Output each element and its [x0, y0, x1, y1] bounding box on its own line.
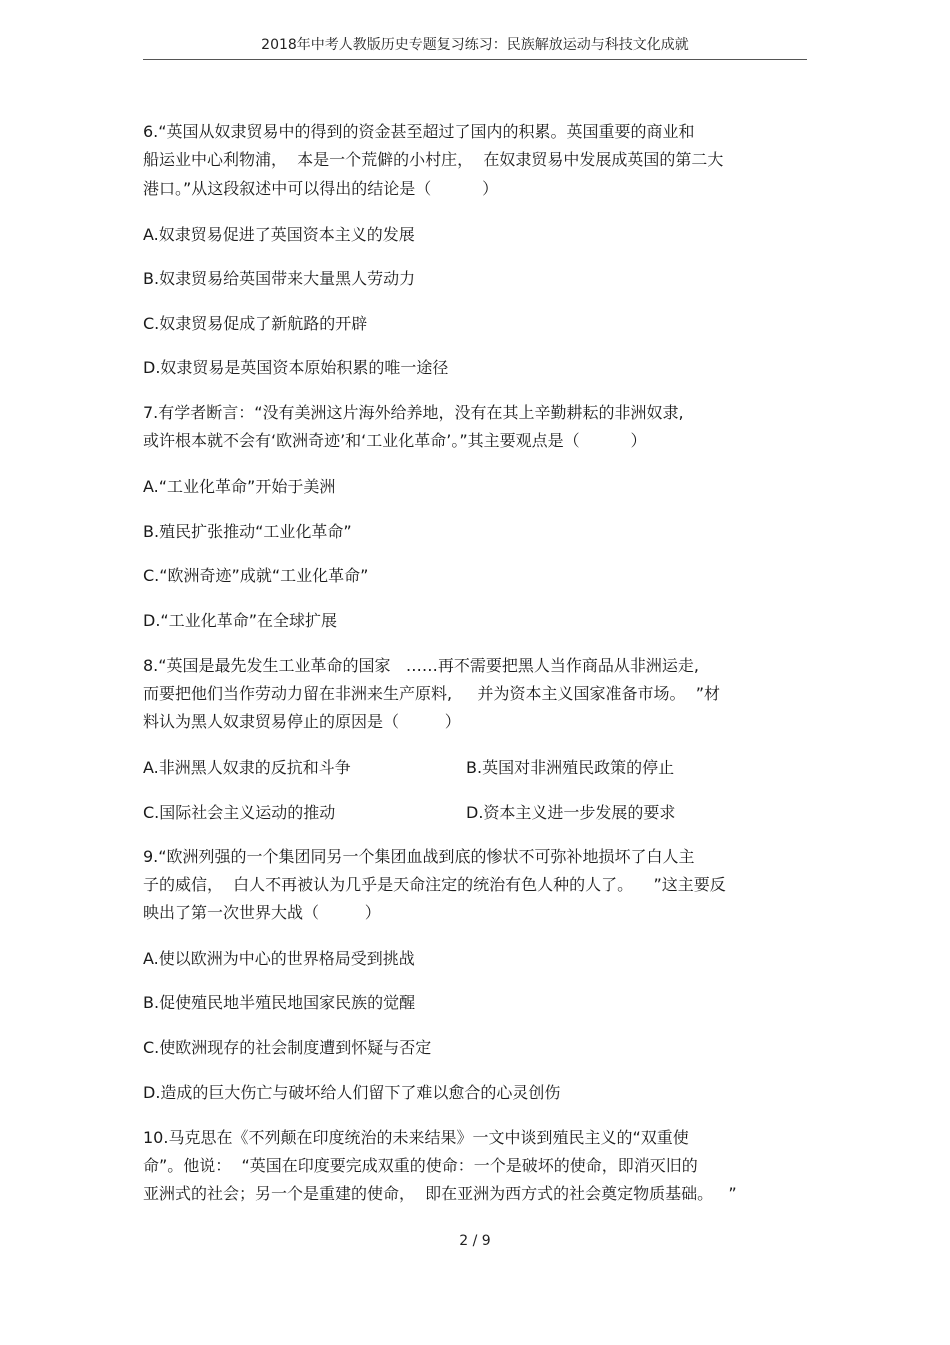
- question-6-stem-line-3: 港口。”从这段叙述中可以得出的结论是（ ）: [143, 179, 499, 198]
- question-7-option-a: A.“工业化革命”开始于美洲: [143, 477, 336, 496]
- question-6-option-a: A.奴隶贸易促进了英国资本主义的发展: [143, 225, 415, 244]
- question-8-stem-line-3: 料认为黑人奴隶贸易停止的原因是（ ）: [143, 712, 461, 731]
- question-7-stem-line-2: 或许根本就不会有‘欧洲奇迹’和‘工业化革命’。”其主要观点是（ ）: [143, 431, 647, 450]
- question-10-stem-line-1: 10.马克思在《不列颠在印度统治的未来结果》一文中谈到殖民主义的“双重使: [143, 1128, 689, 1147]
- question-7-option-d: D.“工业化革命”在全球扩展: [143, 611, 337, 630]
- question-9-stem-line-1: 9.“欧洲列强的一个集团同另一个集团血战到底的惨状不可弥补地损坏了白人主: [143, 847, 695, 866]
- question-6-option-c: C.奴隶贸易促成了新航路的开辟: [143, 314, 368, 333]
- question-7-option-c: C.“欧洲奇迹”成就“工业化革命”: [143, 566, 369, 585]
- question-8-option-d: D.资本主义进一步发展的要求: [466, 803, 676, 822]
- question-8-option-c: C.国际社会主义运动的推动: [143, 803, 336, 822]
- question-9-stem-line-2: 子的威信， 白人不再被认为几乎是天命注定的统治有色人种的人了。 ”这主要反: [143, 875, 726, 894]
- question-8-stem-line-2: 而要把他们当作劳动力留在非洲来生产原料, 并为资本主义国家准备市场。 ”材: [143, 684, 720, 703]
- question-8-option-a: A.非洲黑人奴隶的反抗和斗争: [143, 758, 351, 777]
- question-8-stem-line-1: 8.“英国是最先发生工业革命的国家 ……再不需要把黑人当作商品从非洲运走,: [143, 656, 699, 675]
- question-6-stem-line-2: 船运业中心利物浦， 本是一个荒僻的小村庄， 在奴隶贸易中发展成英国的第二大: [143, 150, 724, 169]
- question-9-option-a: A.使以欧洲为中心的世界格局受到挑战: [143, 949, 415, 968]
- page-header: 2018年中考人教版历史专题复习练习：民族解放运动与科技文化成就: [261, 37, 689, 53]
- question-9-option-c: C.使欧洲现存的社会制度遭到怀疑与否定: [143, 1038, 432, 1057]
- header-divider: [143, 59, 807, 60]
- question-10-stem-line-3: 亚洲式的社会；另一个是重建的使命， 即在亚洲为西方式的社会奠定物质基础。 ”: [143, 1184, 737, 1203]
- question-7-stem-line-1: 7.有学者断言：“没有美洲这片海外给养地，没有在其上辛勤耕耘的非洲奴隶,: [143, 403, 684, 422]
- question-6-option-b: B.奴隶贸易给英国带来大量黑人劳动力: [143, 269, 416, 288]
- question-8-option-b: B.英国对非洲殖民政策的停止: [466, 758, 675, 777]
- question-9-option-d: D.造成的巨大伤亡与破坏给人们留下了难以愈合的心灵创伤: [143, 1083, 561, 1102]
- page-number: 2 / 9: [459, 1233, 491, 1249]
- question-7-option-b: B.殖民扩张推动“工业化革命”: [143, 522, 352, 541]
- question-9-option-b: B.促使殖民地半殖民地国家民族的觉醒: [143, 993, 416, 1012]
- question-6-option-d: D.奴隶贸易是英国资本原始积累的唯一途径: [143, 358, 449, 377]
- question-9-stem-line-3: 映出了第一次世界大战（ ）: [143, 903, 381, 922]
- question-10-stem-line-2: 命”。他说： “英国在印度要完成双重的使命：一个是破坏的使命，即消灭旧的: [143, 1156, 698, 1175]
- question-6-stem-line-1: 6.“英国从奴隶贸易中的得到的资金甚至超过了国内的积累。英国重要的商业和: [143, 122, 695, 141]
